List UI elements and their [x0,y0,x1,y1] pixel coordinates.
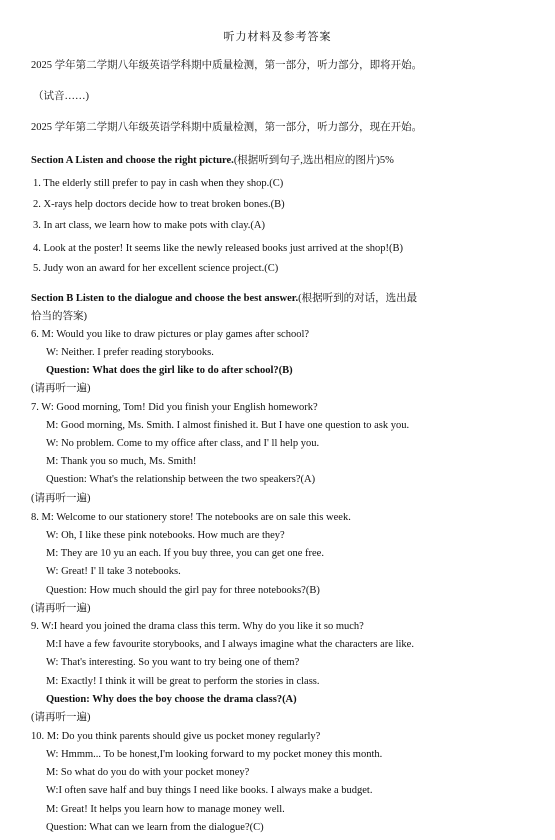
page-title: 听力材料及参考答案 [223,31,332,43]
q8-line-2: W: Oh, I like these pink notebooks. How much are they? [46,530,285,541]
q10-line-3: M: So what do you do with your pocket money? [46,767,250,778]
q9-line-4: M: Exactly! I think it will be great to perform the stories in class. [46,676,320,687]
q7-line-2: M: Good morning, Ms. Smith. I almost finished it. But I have one question to ask you. [46,420,410,431]
q9-repeat: (请再听一遍) [31,712,91,723]
section-a-heading-en: Section A Listen and choose the right picture. [31,155,234,166]
q6-line-2: W: Neither. I prefer reading storybooks. [46,347,214,358]
q7-line-3: W: No problem. Come to my office after class, and I' ll help you. [46,438,320,449]
section-a-item-1: 1. The elderly still prefer to pay in cash when they shop.(C) [33,178,284,189]
q6-line-1: 6. M: Would you like to draw pictures or play games after school? [31,329,310,340]
q9-question: Question: Why does the boy choose the drama class?(A) [46,694,297,705]
section-b-heading-cn: (根据听到的对话，选出最 [298,293,418,304]
section-a-item-5: 5. Judy won an award for her excellent science project.(C) [33,263,279,274]
q9-line-3: W: That's interesting. So you want to try being one of them? [46,657,300,668]
q8-repeat: (请再听一遍) [31,603,91,614]
intro-line-2: （试音……) [33,91,89,102]
section-a-item-4: 4. Look at the poster! It seems like the newly released books just arrived at the shop!(B) [33,243,404,254]
intro-line-3: 2025 学年第二学期八年级英语学科期中质量检测，第一部分，听力部分，现在开始。 [31,122,423,133]
q7-question: Question: What's the relationship between the two speakers?(A) [46,474,316,485]
q6-question: Question: What does the girl like to do after school?(B) [46,365,293,376]
section-a-heading [31,154,394,168]
section-a-item-2: 2. X-rays help doctors decide how to treat broken bones.(B) [33,199,285,210]
q7-line-4: M: Thank you so much, Ms. Smith! [46,456,197,467]
q6-repeat: (请再听一遍) [31,383,91,394]
section-a-heading-cn: (根据听到句子,选出相应的图片)5% [233,155,394,166]
q8-question: Question: How much should the girl pay for three notebooks?(B) [46,585,320,596]
q8-line-4: W: Great! I' ll take 3 notebooks. [46,566,181,577]
intro-line-1: 2025 学年第二学期八年级英语学科期中质量检测，第一部分，听力部分，即将开始。 [31,60,423,71]
q10-question: Question: What can we learn from the dialogue?(C) [46,822,264,833]
q7-line-1: 7. W: Good morning, Tom! Did you finish your English homework? [31,402,318,413]
q9-line-2: M:I have a few favourite storybooks, and I always imagine what the characters are like. [46,639,414,650]
section-a-item-3: 3. In art class, we learn how to make pots with clay.(A) [33,220,265,231]
q10-line-2: W: Hmmm... To be honest,I'm looking forward to my pocket money this month. [46,749,383,760]
q7-repeat: (请再听一遍) [31,493,91,504]
q10-line-5: M: Great! It helps you learn how to manage money well. [46,804,285,815]
section-b-heading-en: Section B Listen to the dialogue and choose the best answer. [31,293,299,304]
q10-line-1: 10. M: Do you think parents should give us pocket money regularly? [31,731,321,742]
section-b-heading-cn-2: 恰当的答案) [31,311,87,322]
section-b-heading [31,292,417,306]
q9-line-1: 9. W:I heard you joined the drama class this term. Why do you like it so much? [31,621,364,632]
q8-line-3: M: They are 10 yu an each. If you buy three, you can get one free. [46,548,324,559]
q8-line-1: 8. M: Welcome to our stationery store! The notebooks are on sale this week. [31,512,351,523]
q10-line-4: W:I often save half and buy things I need like books. I always make a budget. [46,785,373,796]
